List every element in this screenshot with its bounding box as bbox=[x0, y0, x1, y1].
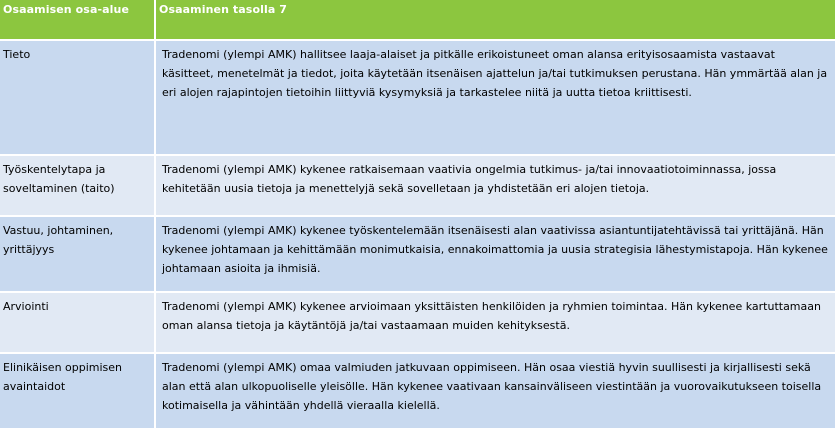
table-row bbox=[0, 155, 836, 216]
header-area: Osaamisen osa-alue bbox=[0, 0, 155, 40]
table-row bbox=[0, 292, 836, 353]
area-cell: Työskentelytapa ja soveltaminen (taito) bbox=[0, 155, 155, 216]
description-cell: Tradenomi (ylempi AMK) kykenee ratkaisemaan vaativia ongelmia tutkimus- ja/tai innovaatiotoiminnassa, jossa kehitetään uusia tietoja ja menettelyjä sekä sovelletaan ja yhdistetään eri alojen tietoja. bbox=[155, 155, 836, 216]
table-row bbox=[0, 40, 836, 155]
area-cell: Vastuu, johtaminen, yrittäjyys bbox=[0, 216, 155, 292]
header-row bbox=[0, 0, 836, 40]
header-competence: Osaaminen tasolla 7 bbox=[155, 0, 836, 40]
description-cell: Tradenomi (ylempi AMK) kykenee työskentelemään itsenäisesti alan vaativissa asiantuntijatehtävissä tai yrittäjänä. Hän kykenee johtamaan ja kehittämään monimutkaisia, ennakoimattomia ja uusia strategisia lähestymistapoja. Hän kykenee johtamaan asioita ja ihmisiä. bbox=[155, 216, 836, 292]
description-cell: Tradenomi (ylempi AMK) omaa valmiuden jatkuvaan oppimiseen. Hän osaa viestiä hyvin suullisesti ja kirjallisesti sekä alan että alan ulkopuoliselle yleisölle. Hän kykenee vaativaan kansainväliseen viestintään ja vuorovaikutukseen toisella kotimaisella ja vähintään yhdellä vieraalla kielellä. bbox=[155, 353, 836, 429]
area-cell: Arviointi bbox=[0, 292, 155, 353]
table-row bbox=[0, 353, 836, 429]
area-cell: Elinikäisen oppimisen avaintaidot bbox=[0, 353, 155, 429]
area-cell: Tieto bbox=[0, 40, 155, 155]
description-cell: Tradenomi (ylempi AMK) hallitsee laaja-alaiset ja pitkälle erikoistuneet oman alansa erityisosaamista vastaavat käsitteet, menetelmät ja tiedot, joita käytetään itsenäisen ajattelun ja/tai tutkimuksen perustana. Hän ymmärtää alan ja eri alojen rajapintojen tietoihin liittyviä kysymyksiä ja tarkastelee niitä ja uutta tietoa kriittisesti. bbox=[155, 40, 836, 155]
table-row bbox=[0, 216, 836, 292]
description-cell: Tradenomi (ylempi AMK) kykenee arvioimaan yksittäisten henkilöiden ja ryhmien toimintaa. Hän kykenee kartuttamaan oman alansa tietoja ja käytäntöjä ja/tai vastaamaan muiden kehityksestä. bbox=[155, 292, 836, 353]
